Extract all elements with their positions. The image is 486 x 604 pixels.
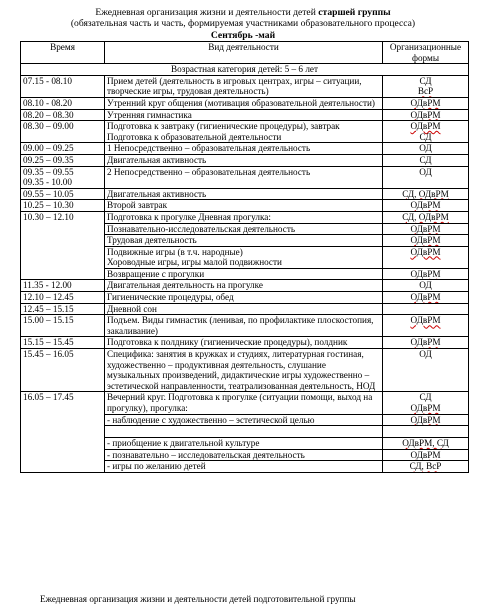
table-header-row <box>21 42 469 64</box>
form-code: СД, ОДвРМ <box>402 188 449 199</box>
form-code: ОД <box>419 143 432 154</box>
forms-cell <box>383 449 469 461</box>
activity-cell: Прием детей (деятельность в игровых центрах, игры – ситуации, творческие игры, трудовая деятельность) <box>105 75 383 97</box>
forms-cell <box>383 438 469 450</box>
table-row <box>21 188 469 200</box>
forms-cell <box>383 315 469 337</box>
time-cell: 08.30 – 09.00 <box>21 121 105 143</box>
empty-cell <box>105 426 383 438</box>
time-cell: 09.55 – 10.05 <box>21 188 105 200</box>
activity-cell: Двигательная активность <box>105 154 383 166</box>
forms-cell <box>383 211 469 223</box>
forms-cell <box>383 280 469 292</box>
table-row <box>21 280 469 292</box>
time-cell <box>21 438 105 450</box>
form-code: СД, ОДвРМ <box>402 211 449 222</box>
form-code: ОД <box>419 166 432 177</box>
activity-cell: - приобщение к двигательной культуре <box>105 438 383 450</box>
forms-cell <box>383 268 469 280</box>
table-row <box>21 154 469 166</box>
time-cell <box>21 246 105 268</box>
activity-cell: Подготовка к полднику (гигиенические процедуры), полдник <box>105 337 383 349</box>
form-code: ОДвРМ <box>410 109 441 120</box>
table-row <box>21 349 469 392</box>
next-section-title: Ежедневная организация жизни и деятельности детей подготовительной группы <box>40 594 356 604</box>
forms-cell <box>383 121 469 143</box>
form-code: ОДвРМ <box>410 121 441 132</box>
table-row <box>21 268 469 280</box>
activity-cell: Подготовка к прогулке Дневная прогулка: <box>105 211 383 223</box>
time-cell: 08.20 – 08.30 <box>21 109 105 121</box>
activity-cell: Гигиенические процедуры, обед <box>105 292 383 304</box>
table-row <box>21 200 469 212</box>
time-cell <box>21 223 105 235</box>
time-cell <box>21 235 105 247</box>
forms-cell <box>383 188 469 200</box>
forms-cell <box>383 235 469 247</box>
forms-cell <box>383 414 469 426</box>
time-cell: 08.10 - 08.20 <box>21 97 105 109</box>
table-row <box>21 109 469 121</box>
table-row-spacer <box>21 426 469 438</box>
time-cell: 11.35 - 12.00 <box>21 280 105 292</box>
activity-cell: - игры по желанию детей <box>105 461 383 473</box>
activity-cell: Второй завтрак <box>105 200 383 212</box>
time-cell: 15.00 – 15.15 <box>21 315 105 337</box>
table-row <box>21 235 469 247</box>
activity-cell: Трудовая деятельность <box>105 235 383 247</box>
table-row <box>21 211 469 223</box>
doc-title <box>0 7 486 18</box>
table-row <box>21 414 469 426</box>
time-cell <box>21 449 105 461</box>
time-cell: 09.00 – 09.25 <box>21 143 105 155</box>
table-row <box>21 303 469 315</box>
form-code: ОДвРМ <box>410 414 441 425</box>
table-row <box>21 166 469 188</box>
forms-cell <box>383 75 469 97</box>
form-code: СД, ВсР <box>409 461 442 472</box>
forms-cell <box>383 154 469 166</box>
time-cell: 09.35 – 09.55 09.35 - 10.00 <box>21 166 105 188</box>
form-code: СД <box>419 392 432 403</box>
activity-cell: - познавательно – исследовательская деятельность <box>105 449 383 461</box>
time-cell: 10.30 – 12.10 <box>21 211 105 223</box>
col-header-time: Время <box>21 42 105 64</box>
form-code: ОДвРМ <box>410 315 441 326</box>
doc-period: Сентябрь -май <box>210 30 276 41</box>
time-cell: 12.10 – 12.45 <box>21 292 105 304</box>
forms-cell <box>383 200 469 212</box>
form-code: ОДвРМ <box>410 268 441 279</box>
form-code: СД <box>419 154 432 165</box>
table-row <box>21 315 469 337</box>
time-cell: 15.45 – 16.05 <box>21 349 105 392</box>
col-header-activity: Вид деятельности <box>105 42 383 64</box>
form-code: ОДвРМ <box>410 292 441 303</box>
activity-cell: 2 Непосредственно – образовательная деятельность <box>105 166 383 188</box>
activity-cell: Утренний круг общения (мотивация образовательной деятельности) <box>105 97 383 109</box>
doc-subtitle: (обязательная часть и часть, формируемая участниками образовательного процесса) <box>70 18 416 29</box>
forms-cell <box>383 349 469 392</box>
empty-cell <box>21 426 105 438</box>
time-cell: 12.45 – 15.15 <box>21 303 105 315</box>
activity-cell: Подвижные игры (в т.ч. народные) Хороводные игры, игры малой подвижности <box>105 246 383 268</box>
time-cell <box>21 414 105 426</box>
table-row <box>21 337 469 349</box>
time-cell: 15.15 – 15.45 <box>21 337 105 349</box>
activity-cell: Подготовка к завтраку (гигиенические процедуры), завтрак Подготовка к образовательной деятельности <box>105 121 383 143</box>
time-cell <box>21 268 105 280</box>
time-cell: 09.25 – 09.35 <box>21 154 105 166</box>
form-code: ОДвРМ <box>410 200 441 211</box>
forms-cell <box>383 292 469 304</box>
form-code: ОДвРМ <box>410 246 441 257</box>
doc-title-text: Ежедневная организация жизни и деятельности детей <box>95 7 319 18</box>
table-row <box>21 392 469 414</box>
table-row <box>21 461 469 473</box>
forms-cell <box>383 109 469 121</box>
col-header-forms: Организационные формы <box>383 42 469 64</box>
table-row <box>21 97 469 109</box>
table-row <box>21 246 469 268</box>
activity-cell: Вечерний круг. Подготовка к прогулке (ситуации помощи, выход на прогулку), прогулка: <box>105 392 383 414</box>
table-row <box>21 438 469 450</box>
doc-title-bold: старшей группы <box>318 7 391 18</box>
time-cell: 07.15 - 08.10 <box>21 75 105 97</box>
time-cell: 16.05 – 17.45 <box>21 392 105 414</box>
form-code: ВсР <box>417 86 434 97</box>
form-code: ОДвРМ <box>410 97 441 108</box>
age-category-row <box>21 64 469 76</box>
table-row <box>21 292 469 304</box>
form-code: ОД <box>419 280 432 291</box>
forms-cell <box>383 337 469 349</box>
forms-cell <box>383 392 469 414</box>
activity-cell: Подъем. Виды гимнастик (ленивая, по профилактике плоскостопия, закаливание) <box>105 315 383 337</box>
table-row <box>21 143 469 155</box>
activity-cell: Познавательно-исследовательская деятельность <box>105 223 383 235</box>
form-code: ОДвРМ <box>410 449 441 460</box>
activity-cell: Специфика: занятия в кружках и студиях, литературная гостиная, художественно – продуктивная деятельность, слушание музыкальных произведений, дидактические игры художественно – эстетической направленности, театрализованная деятельность, НОД <box>105 349 383 392</box>
form-code: СД <box>419 131 432 142</box>
empty-cell <box>383 426 469 438</box>
form-code: ОД <box>419 349 432 360</box>
form-code: СД <box>419 75 432 86</box>
form-code: ОДвРМ <box>410 337 441 348</box>
activity-cell: 1 Непосредственно – образовательная деятельность <box>105 143 383 155</box>
table-row <box>21 121 469 143</box>
form-code: ОДвРМ, СД <box>402 438 449 449</box>
age-category: Возрастная категория детей: 5 – 6 лет <box>21 64 469 76</box>
form-code: ОДвРМ <box>410 403 441 413</box>
forms-cell <box>383 166 469 188</box>
forms-cell <box>383 461 469 473</box>
forms-cell <box>383 303 469 315</box>
activity-cell: Утренняя гимнастика <box>105 109 383 121</box>
time-cell <box>21 461 105 473</box>
activity-cell: Двигательная активность <box>105 188 383 200</box>
time-cell: 10.25 – 10.30 <box>21 200 105 212</box>
activity-cell: Дневной сон <box>105 303 383 315</box>
form-code: ОДвРМ <box>410 235 441 246</box>
forms-cell <box>383 97 469 109</box>
table-row <box>21 223 469 235</box>
forms-cell <box>383 223 469 235</box>
activity-cell: Двигательная деятельность на прогулке <box>105 280 383 292</box>
table-row <box>21 75 469 97</box>
table-row <box>21 449 469 461</box>
schedule-table <box>20 41 469 473</box>
activity-cell: - наблюдение с художественно – эстетической целью <box>105 414 383 426</box>
forms-cell <box>383 143 469 155</box>
form-code: ОДвРМ <box>410 223 441 234</box>
activity-cell: Возвращение с прогулки <box>105 268 383 280</box>
forms-cell <box>383 246 469 268</box>
